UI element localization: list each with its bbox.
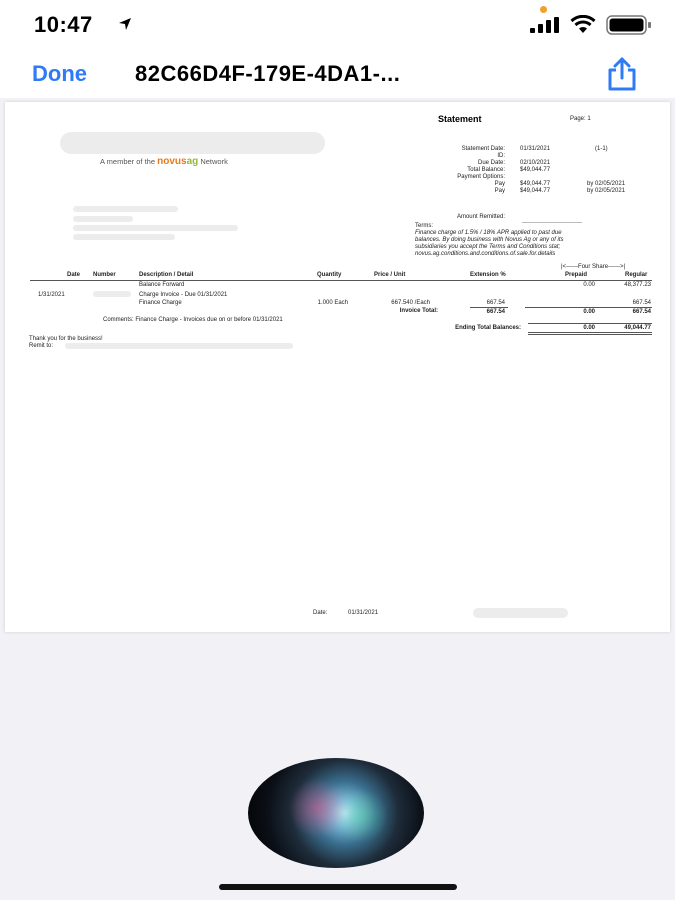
header-label: Due Date: <box>477 160 505 166</box>
terms-line: balances. By doing business with Novus Ag or any of its <box>415 237 564 243</box>
footer-redaction <box>473 608 568 618</box>
header-label: Payment Options: <box>457 174 505 180</box>
balance-forward-label: Balance Forward <box>139 282 185 288</box>
share-icon[interactable] <box>602 56 642 92</box>
header-value: $49,044.77 <box>520 181 551 187</box>
ending-total-rule <box>528 323 652 324</box>
address-redaction <box>73 234 175 240</box>
location-arrow-icon <box>118 17 132 31</box>
amount-remitted-line <box>522 222 582 223</box>
table-header-rule <box>30 280 652 281</box>
cellular-signal-icon <box>530 17 562 33</box>
address-redaction <box>73 225 238 231</box>
balance-forward-prepaid: 0.00 <box>583 282 595 288</box>
balance-forward-regular: 48,377.23 <box>624 282 651 288</box>
tagline-suffix: Network <box>198 157 228 166</box>
header-extra: by 02/05/2021 <box>587 188 626 194</box>
invoice-total-rule <box>470 307 508 308</box>
header-label: Pay <box>494 188 505 194</box>
home-indicator[interactable] <box>219 884 457 890</box>
network-tagline <box>100 156 228 167</box>
status-bar <box>0 0 675 50</box>
column-prepaid: Prepaid <box>565 272 588 278</box>
finance-regular: 667.54 <box>632 300 651 306</box>
page-number: Page: 1 <box>570 116 591 122</box>
invoice-total-value: 667.54 <box>486 309 505 315</box>
ending-total-regular: 49,044.77 <box>624 325 651 331</box>
column-extension: Extension % <box>470 272 506 278</box>
status-time: 10:47 <box>34 12 93 37</box>
header-label: Statement Date: <box>461 146 505 152</box>
header-value: $49,044.77 <box>520 188 551 194</box>
novus-logo-text: novus <box>157 156 187 167</box>
header-label: ID: <box>497 153 505 159</box>
header-value: $49,044.77 <box>520 167 551 173</box>
invoice-total-rule <box>525 307 652 308</box>
address-redaction <box>73 216 133 222</box>
four-share-label: |<------Four Share------>| <box>561 264 626 270</box>
done-button[interactable]: Done <box>32 61 87 86</box>
thank-you-text: Thank you for the business! <box>29 336 103 342</box>
invoice-total-prepaid: 0.00 <box>583 309 595 315</box>
comments-text: Comments: Finance Charge - Invoices due on or before 01/31/2021 <box>103 317 283 323</box>
header-value: 01/31/2021 <box>520 146 551 152</box>
document-page[interactable] <box>5 102 670 632</box>
address-redaction <box>73 206 178 212</box>
finance-charge-label: Finance Charge <box>139 300 182 306</box>
row-date: 1/31/2021 <box>38 292 65 298</box>
header-extra: (1-1) <box>595 146 608 152</box>
siri-orb-icon[interactable] <box>248 758 424 868</box>
column-date: Date <box>67 272 81 278</box>
remit-address-redaction <box>65 343 293 349</box>
ag-logo-text: ag <box>186 156 199 167</box>
remit-to-label: Remit to: <box>29 343 54 349</box>
finance-extension: 667.54 <box>486 300 505 306</box>
ending-total-double-rule <box>528 334 652 335</box>
column-quantity: Quantity <box>317 272 342 278</box>
amount-remitted-label: Amount Remitted: <box>456 214 505 220</box>
battery-icon <box>606 15 652 35</box>
finance-price: 667.540 /Each <box>391 300 430 306</box>
statement-title: Statement <box>438 114 482 124</box>
column-price: Price / Unit <box>374 272 406 278</box>
invoice-total-label: Invoice Total: <box>399 308 438 314</box>
privacy-indicator-icon <box>540 6 547 13</box>
column-regular: Regular <box>625 272 648 278</box>
invoice-total-regular: 667.54 <box>632 309 651 315</box>
header-extra: by 02/05/2021 <box>587 181 626 187</box>
logo-redaction <box>60 132 325 154</box>
header-value: 02/10/2021 <box>520 160 551 166</box>
invoice-number-redaction <box>93 291 131 297</box>
column-number: Number <box>93 272 116 278</box>
terms-label: Terms: <box>415 223 433 229</box>
charge-invoice-label: Charge Invoice - Due 01/31/2021 <box>139 292 228 298</box>
wifi-icon <box>570 15 596 34</box>
ending-total-label: Ending Total Balances: <box>455 325 521 331</box>
ending-total-double-rule <box>528 332 652 333</box>
finance-quantity: 1.000 Each <box>317 300 348 306</box>
terms-line: Finance charge of 1.5% / 18% APR applied to past due <box>415 230 562 236</box>
tagline-prefix: A member of the <box>100 157 158 166</box>
terms-line: subsidiaries you accept the Terms and Conditions stat; <box>415 244 561 250</box>
document-title: 82C66D4F-179E-4DA1-... <box>135 61 401 86</box>
footer-date: 01/31/2021 <box>348 610 379 616</box>
column-description: Description / Detail <box>139 272 194 278</box>
ending-total-prepaid: 0.00 <box>583 325 595 331</box>
header-label: Total Balance: <box>467 167 505 173</box>
terms-line: novus.ag.conditions.and.conditions.of.sale.for.details <box>415 251 556 257</box>
header-label: Pay <box>494 181 505 187</box>
footer-date-label: Date: <box>313 610 328 616</box>
navigation-bar <box>0 50 675 98</box>
